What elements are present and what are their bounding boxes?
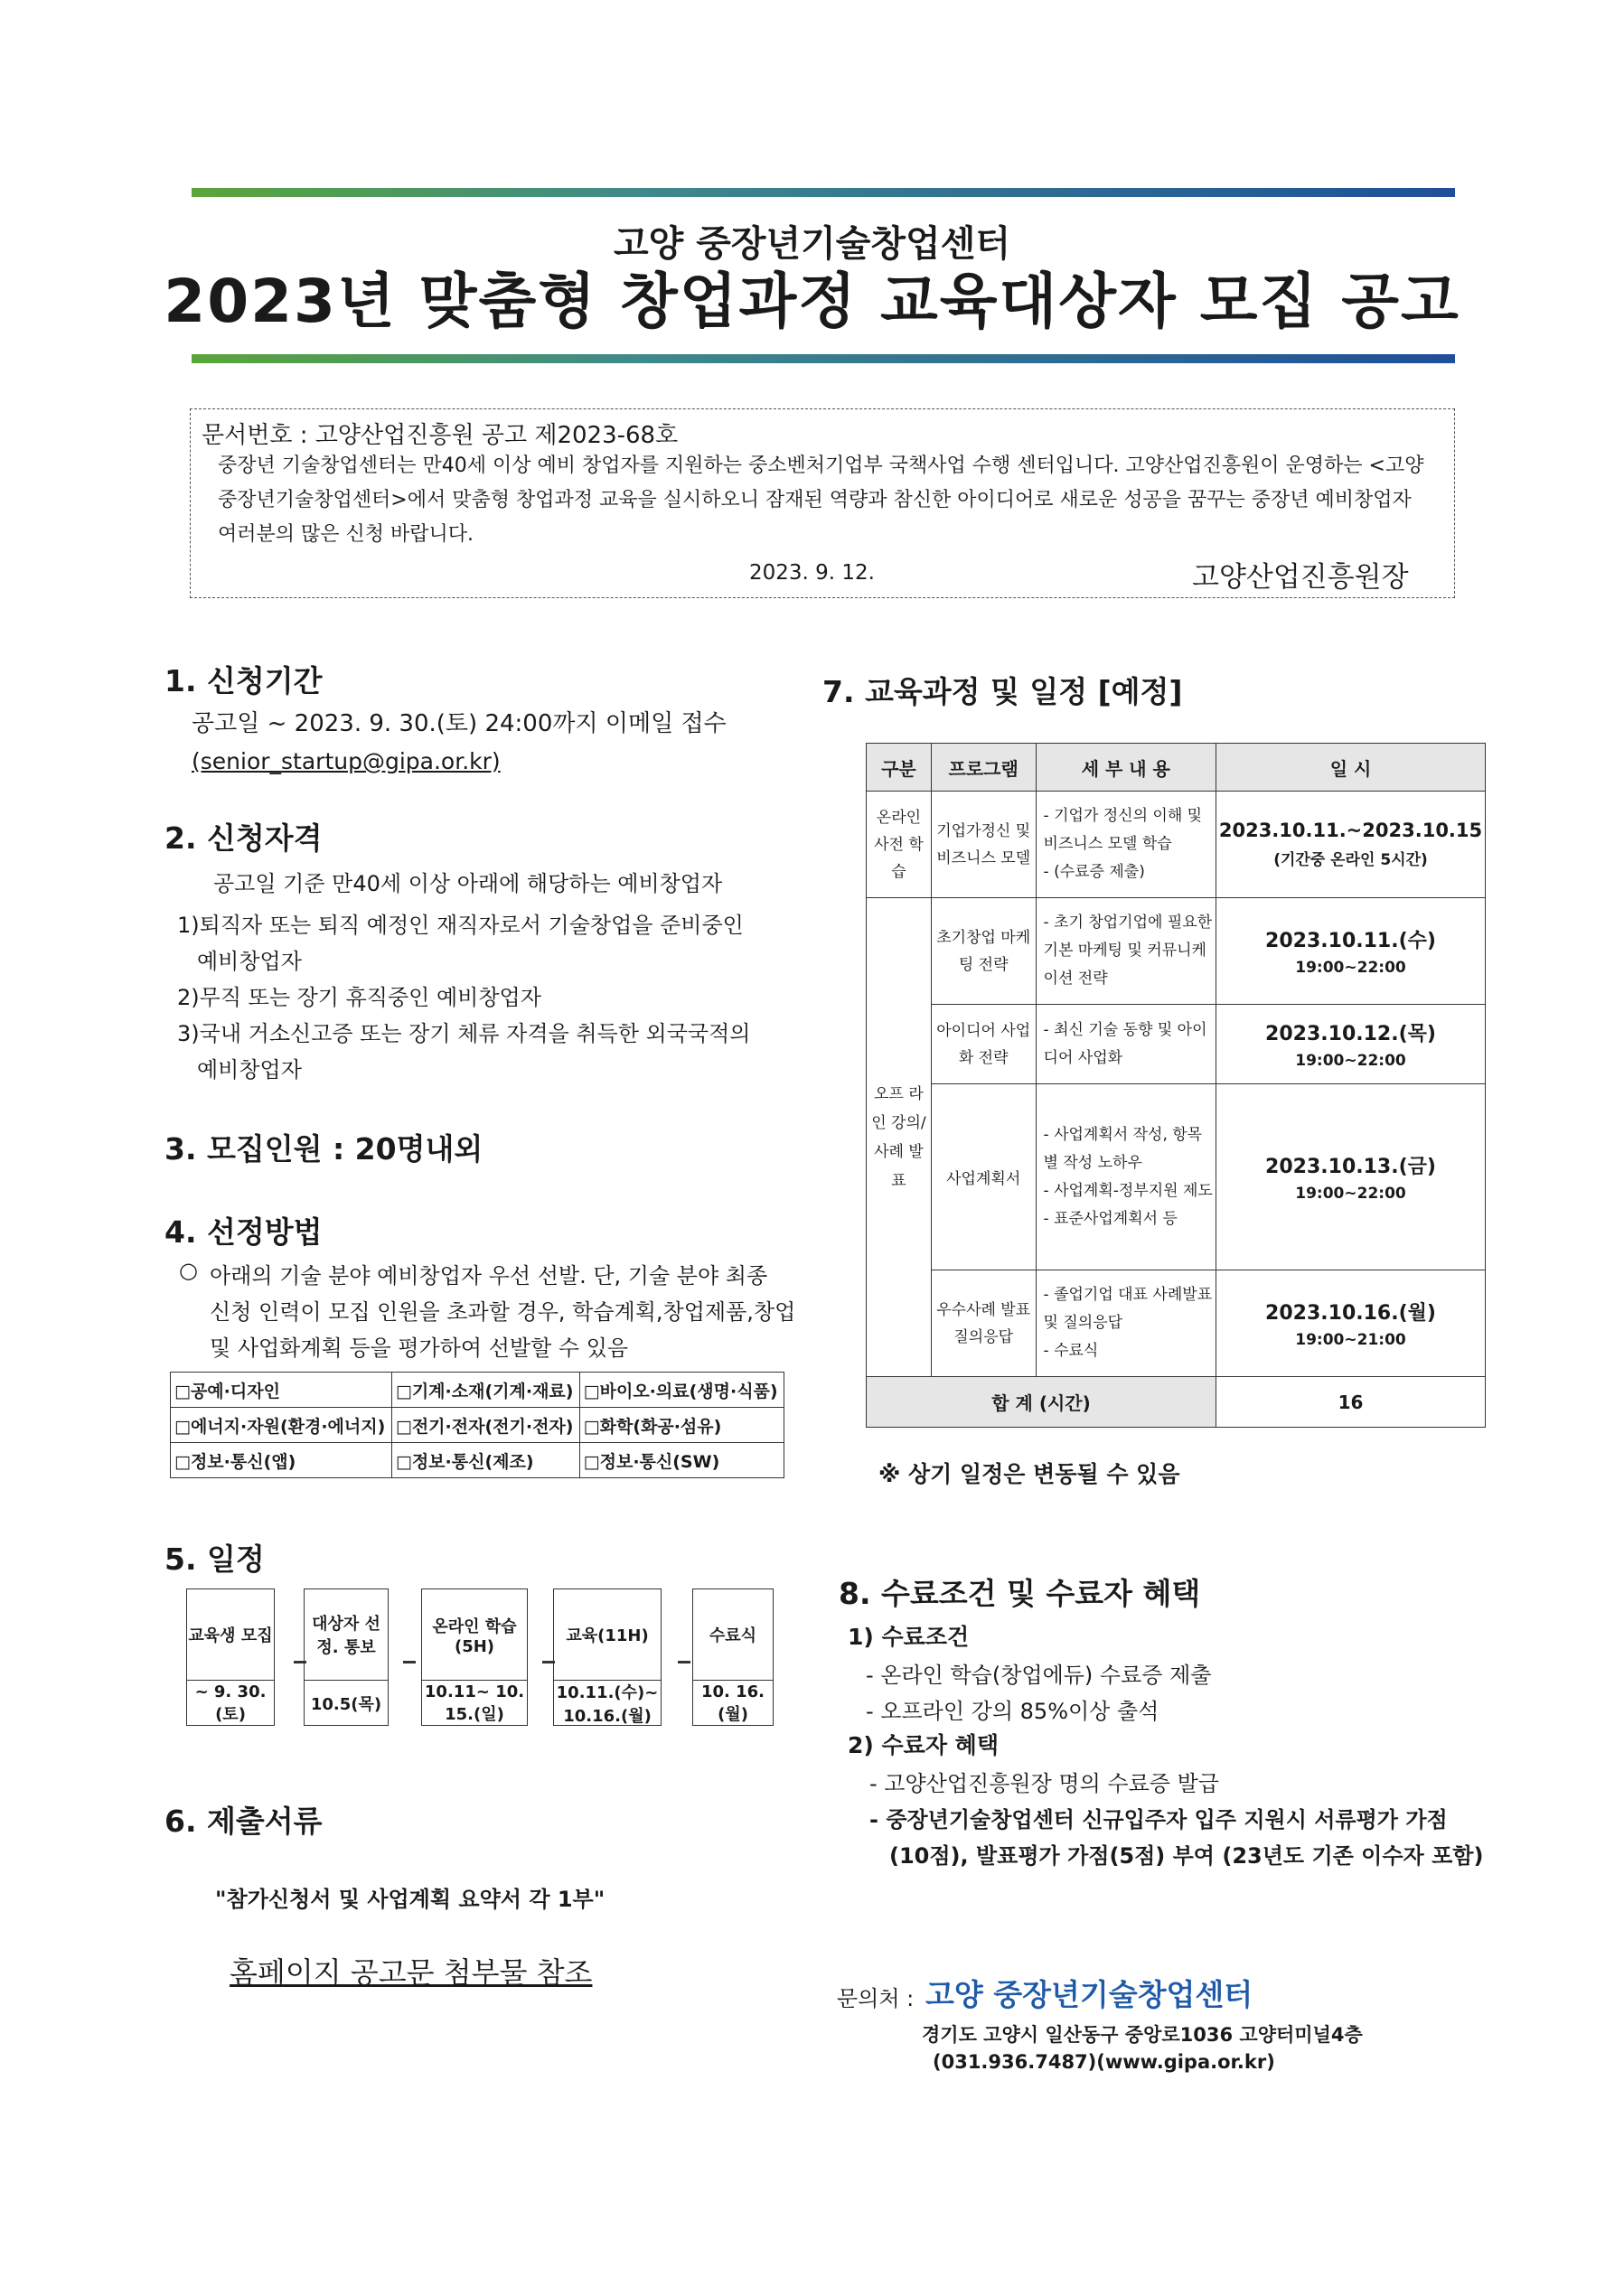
- program-cell: 아이디어 사업화 전략: [931, 1005, 1036, 1084]
- sec6-ref[interactable]: 홈페이지 공고문 첨부물 참조: [230, 1955, 593, 1990]
- sec7-heading: 7. 교육과정 및 일정 [예정]: [822, 674, 1183, 709]
- sec2-item: 1)퇴직자 또는 퇴직 예정인 재직자로서 기술창업을 준비중인: [177, 913, 744, 938]
- step-date: 10.11~ 10. 15.(일): [424, 1682, 525, 1724]
- step-title: 교육(11H): [566, 1626, 649, 1645]
- detail-cell: [1036, 1270, 1216, 1377]
- schedule-step: [304, 1588, 389, 1726]
- sec2-item: 3)국내 거소신고증 또는 장기 체류 자격을 취득한 외국국적의: [177, 1021, 751, 1046]
- date-time: 19:00~21:00: [1295, 1331, 1406, 1349]
- field-checkbox[interactable]: □전기·전자(전기·전자): [391, 1408, 579, 1443]
- doc-number: 문서번호 : 고양산업진흥원 공고 제2023-68호: [202, 422, 679, 449]
- sec6-heading: 6. 제출서류: [164, 1804, 323, 1839]
- date-main: 2023.10.11.(수): [1265, 930, 1436, 952]
- field-checkbox[interactable]: □에너지·자원(환경·에너지): [171, 1408, 392, 1443]
- date-cell: [1216, 1084, 1486, 1270]
- sec4-line: 및 사업화계획 등을 평가하여 선발할 수 있음: [210, 1335, 629, 1361]
- sec7-note: ※ 상기 일정은 변동될 수 있음: [878, 1461, 1180, 1487]
- notice-date: 2023. 9. 12.: [749, 561, 875, 585]
- contact-phone[interactable]: (031.936.7487)(www.gipa.or.kr): [933, 2051, 1275, 2073]
- sec3-heading: 3. 모집인원 : 20명내외: [164, 1131, 483, 1167]
- sec2-item: 예비창업자: [197, 1057, 302, 1082]
- program-cell: 기업가정신 및 비즈니스 모델: [931, 792, 1036, 898]
- date-time: 19:00~22:00: [1295, 1052, 1406, 1070]
- page-title: 2023년 맞춤형 창업과정 교육대상자 모집 공고: [164, 267, 1460, 336]
- detail-cell: [1036, 1084, 1216, 1270]
- page-subtitle: 고양 중장년기술창업센터: [614, 223, 1010, 265]
- sec4-bullet: ○: [179, 1258, 198, 1283]
- col-header: 구분: [867, 744, 932, 792]
- date-main: 2023.10.13.(금): [1265, 1156, 1436, 1178]
- sec2-item: 2)무직 또는 장기 휴직중인 예비창업자: [177, 985, 541, 1010]
- field-checkbox[interactable]: □정보·통신(앱): [171, 1443, 392, 1478]
- category-cell: 온라인 사전 학습: [867, 792, 932, 898]
- date-cell: [1216, 1005, 1486, 1084]
- date-main: 2023.10.12.(목): [1265, 1023, 1436, 1045]
- date-time: 19:00~22:00: [1295, 959, 1406, 977]
- sec8-benefit-item: - 고양산업진흥원장 명의 수료증 발급: [869, 1771, 1219, 1796]
- sec8-heading: 8. 수료조건 및 수료자 혜택: [839, 1576, 1201, 1611]
- notice-signer: 고양산업진흥원장: [1192, 561, 1409, 594]
- detail-line: - 사업계획서 작성, 항목별 작성 노하우: [1043, 1125, 1203, 1172]
- date-main: 2023.10.11.~2023.10.15: [1218, 820, 1483, 841]
- tech-field-table: [170, 1372, 784, 1478]
- col-header: 일 시: [1216, 744, 1486, 792]
- sec8-cond-item: - 온라인 학습(창업에듀) 수료증 제출: [866, 1663, 1212, 1688]
- detail-line: - 사업계획-정부지원 제도: [1043, 1181, 1213, 1200]
- date-cell: [1216, 898, 1486, 1005]
- step-title: 온라인 학습 (5H): [432, 1617, 517, 1656]
- notice-box: [190, 408, 1455, 598]
- total-value: 16: [1216, 1377, 1486, 1428]
- connector: [678, 1661, 690, 1663]
- detail-cell: - 최신 기술 동향 및 아이디어 사업화: [1036, 1005, 1216, 1084]
- field-checkbox[interactable]: □바이오·의료(생명·식품): [579, 1373, 784, 1408]
- sec8-benefit-item: (10점), 발표평가 가점(5점) 부여 (23년도 기존 이수자 포함): [889, 1843, 1484, 1869]
- program-cell: 초기창업 마케팅 전략: [931, 898, 1036, 1005]
- date-main: 2023.10.16.(월): [1265, 1302, 1436, 1325]
- program-table: [866, 743, 1486, 1428]
- notice-body: 중장년 기술창업센터는 만40세 이상 예비 창업자를 지원하는 중소벤처기업부 국책사업 수행 센터입니다. 고양산업진흥원이 운영하는 <고양 중장년기술창업센터>에서 맞춤형 창업과정 교육을 실시하오니 잠재된 역량과 참신한 아이디어로 새로운 성공을 꿈꾸는 중장년 예비창업자 여러분의 많은 신청 바랍니다.: [218, 455, 1424, 546]
- step-date: 10.11.(수)~ 10.16.(월): [556, 1683, 659, 1726]
- program-cell: 사업계획서: [931, 1084, 1036, 1270]
- date-cell: [1216, 1270, 1486, 1377]
- col-header: 프로그램: [931, 744, 1036, 792]
- sec5-heading: 5. 일정: [164, 1542, 265, 1577]
- top-rule: [192, 188, 1455, 197]
- field-checkbox[interactable]: □기계·소재(기계·재료): [391, 1373, 579, 1408]
- schedule-step: [692, 1588, 774, 1726]
- connector: [403, 1661, 416, 1663]
- col-header: 세 부 내 용: [1036, 744, 1216, 792]
- detail-line: - (수료증 제출): [1043, 863, 1145, 881]
- contact-label: 문의처 :: [837, 1986, 915, 2011]
- sec2-item: 예비창업자: [197, 949, 302, 974]
- sec1-line: 공고일 ~ 2023. 9. 30.(토) 24:00까지 이메일 접수: [192, 710, 727, 737]
- category-cell: 오프 라인 강의/ 사례 발표: [867, 898, 932, 1377]
- detail-line: - 수료식: [1043, 1342, 1099, 1360]
- date-time: (기간중 온라인 5시간): [1273, 851, 1428, 869]
- sec8-cond-item: - 오프라인 강의 85%이상 출석: [866, 1699, 1159, 1724]
- contact-org-logo: 고양 중장년기술창업센터: [925, 1977, 1253, 2012]
- sec8-benefit-item: - 중장년기술창업센터 신규입주자 입주 지원시 서류평가 가점: [869, 1807, 1448, 1832]
- detail-line: - 졸업기업 대표 사례발표 및 질의응답: [1043, 1286, 1213, 1332]
- step-date: ~ 9. 30.(토): [194, 1682, 267, 1724]
- step-title: 교육생 모집: [188, 1626, 273, 1645]
- schedule-step: [186, 1588, 275, 1726]
- sec2-intro: 공고일 기준 만40세 이상 아래에 해당하는 예비창업자: [213, 871, 723, 896]
- schedule-step: [553, 1588, 662, 1726]
- sec6-docs: "참가신청서 및 사업계획 요약서 각 1부": [215, 1887, 605, 1912]
- step-title: 수료식: [709, 1626, 757, 1645]
- bottom-rule: [192, 354, 1455, 363]
- detail-cell: [1036, 792, 1216, 898]
- field-checkbox[interactable]: □정보·통신(제조): [391, 1443, 579, 1478]
- step-date: 10. 16.(월): [700, 1682, 765, 1724]
- field-checkbox[interactable]: □공예·디자인: [171, 1373, 392, 1408]
- sec4-heading: 4. 선정방법: [164, 1214, 323, 1250]
- schedule-step: [421, 1588, 528, 1726]
- sec1-email[interactable]: (senior_startup@gipa.or.kr): [192, 748, 501, 774]
- sec4-line: 신청 인력이 모집 인원을 초과할 경우, 학습계획,창업제품,창업: [210, 1299, 796, 1325]
- contact-address: 경기도 고양시 일산동구 중앙로1036 고양터미널4층: [922, 2024, 1363, 2046]
- program-cell: 우수사례 발표 질의응답: [931, 1270, 1036, 1377]
- field-checkbox[interactable]: □화학(화공·섬유): [579, 1408, 784, 1443]
- sec1-heading: 1. 신청기간: [164, 663, 323, 698]
- sec8-cond-heading: 1) 수료조건: [848, 1624, 970, 1650]
- detail-cell: - 초기 창업기업에 필요한 기본 마케팅 및 커뮤니케이션 전략: [1036, 898, 1216, 1005]
- field-checkbox[interactable]: □정보·통신(SW): [579, 1443, 784, 1478]
- sec8-benefit-heading: 2) 수료자 혜택: [848, 1732, 999, 1758]
- sec2-heading: 2. 신청자격: [164, 820, 323, 856]
- date-time: 19:00~22:00: [1295, 1185, 1406, 1203]
- step-date: 10.5(목): [310, 1695, 382, 1714]
- total-label: 합 계 (시간): [867, 1377, 1216, 1428]
- step-title: 대상자 선정. 통보: [312, 1615, 380, 1657]
- detail-line: - 기업가 정신의 이해 및 비즈니스 모델 학습: [1043, 807, 1203, 853]
- detail-line: - 표준사업계획서 등: [1043, 1209, 1178, 1228]
- date-cell: [1216, 792, 1486, 898]
- sec4-line: 아래의 기술 분야 예비창업자 우선 선발. 단, 기술 분야 최종: [210, 1263, 768, 1289]
